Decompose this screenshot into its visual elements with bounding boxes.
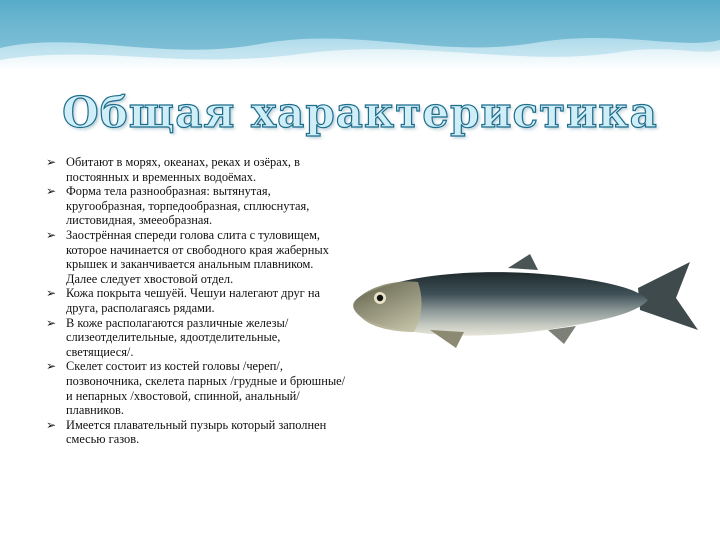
water-surface-decoration xyxy=(0,0,720,80)
arrow-bullet-icon: ➢ xyxy=(46,315,57,330)
bullet-list xyxy=(46,155,346,447)
bullet-text: В коже располагаются различные железы/слизеотделительные, ядоотделительные, светящиеся/. xyxy=(66,315,289,359)
bullet-item xyxy=(46,184,346,228)
arrow-bullet-icon: ➢ xyxy=(46,359,57,374)
bullet-text: Имеется плавательный пузырь который заполнен смесью газов. xyxy=(66,417,327,447)
bullet-item xyxy=(46,359,346,417)
arrow-bullet-icon: ➢ xyxy=(46,155,57,169)
arrow-bullet-icon: ➢ xyxy=(46,417,57,432)
bullet-item xyxy=(46,228,346,286)
slide-title: Общая характеристика xyxy=(62,88,658,137)
bullet-item xyxy=(46,316,346,360)
bullet-text: Форма тела разнообразная: вытянутая, кругообразная, торпедообразная, сплюснутая, листовидная, змееобразная. xyxy=(66,184,310,228)
bullet-text: Обитают в морях, океанах, реках и озёрах, в постоянных и временных водоёмах. xyxy=(66,155,300,184)
herring-fish-image xyxy=(338,248,700,360)
bullet-text: Заострённая спереди голова слита с туловищем, которое начинается от свободного края жаберных крышек и заканчивается анальным плавником. Далее следует хвостовой отдел. xyxy=(66,227,329,286)
bullet-item xyxy=(46,155,346,184)
arrow-bullet-icon: ➢ xyxy=(46,184,57,199)
arrow-bullet-icon: ➢ xyxy=(46,286,57,301)
bullet-text: Кожа покрыта чешуёй. Чешуи налегают друг на друга, располагаясь рядами. xyxy=(66,286,320,315)
bullet-item xyxy=(46,418,346,447)
arrow-bullet-icon: ➢ xyxy=(46,227,57,242)
bullet-item xyxy=(46,286,346,315)
bullet-text: Скелет состоит из костей головы /череп/, позвоночника, скелета парных /грудные и брюшные/ и непарных /хвостовой, спинной, анальный/ плавников. xyxy=(66,359,346,418)
